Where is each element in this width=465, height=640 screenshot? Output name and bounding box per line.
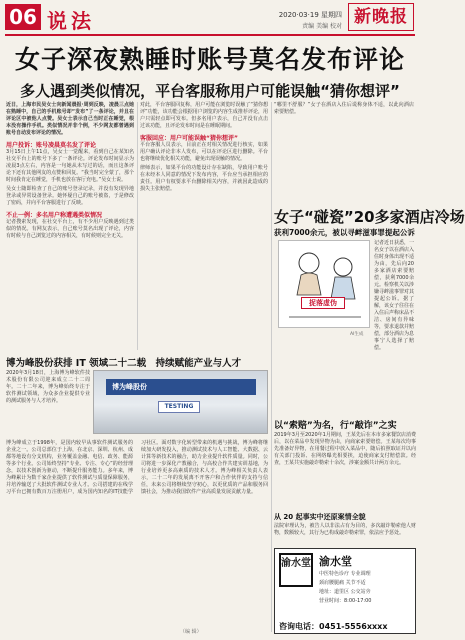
article3-body: 2019年3月至2020年1月期间，王某先后在本市多家餐饮店消费后，以在菜品中发现异物为由，向商家索要赔偿。王某每次均事先准备好异物，在用餐过程中放入菜品中，随后拍照取证并以向有关部门投诉、在网络曝光相要挟，迫使商家支付赔偿款。经查，王某共实施敲诈勒索十余次，涉案金额共计两万余元。 [274,432,416,466]
ad-line-4: 营业时间：8:00-17:00 [319,598,372,604]
hotel-article-body: 记者近日获悉，一名女子以在酒店入住时身体出现不适为由，先后向20多家酒店索要赔偿，获利7000余元。检察机关以涉嫌寻衅滋事罪对其提起公诉。据了解，该女子往往在入住后声称床品不洁、房间有异味等，要求退款并赔偿，部分酒店为息事宁人选择了赔偿。 [374,240,415,351]
cartoon-credit: AI生成 [350,332,364,337]
hotel-paragraph-1: “哪里不舒服？”女子在酒店入住后谎称身体不适，以此向酒店索要赔偿。 [274,102,414,115]
main-subheadline: 多人遇到类似情况，平台客服称用户可能误触“猜你想评” [20,82,400,100]
photo-banner-text: 博为峰股份 [112,383,147,391]
company-article-headline: 博为峰股份获排 IT 领域二十二载 持续赋能产业与人才 [6,358,242,369]
header-rule [5,34,415,36]
hotel-article-headline: 女子“碰瓷”20多家酒店冷场 [274,208,465,226]
ad-line-1: 中医特色诊疗 专业调理 [319,571,371,577]
photo-banner [106,379,256,395]
photo-logo: TESTING [158,401,200,413]
company-article-body: 博为峰成立于1998年，是国内较早从事软件测试服务的企业之一。公司总部位于上海，在北京、深圳、杭州、成都等地设有分支机构，业务覆盖金融、电信、政务、能源等多个行业。公司始终坚持“专业、专注、专心”的经营理念，以技术创新为驱动，不断提升服务能力。多年来，博为峰累计为数千家企业提供了软件测试与质量保障服务，并培养输送了大批软件测试专业人才。公司搭建的在线学习平台已拥有数百万注册用户，成为国内知名的IT技能学习社区。面对数字化转型带来的机遇与挑战，博为峰将继续加大研发投入，推动测试技术与人工智能、大数据、云计算等新技术的融合，助力企业提升软件质量。同时，公司将进一步深化产教融合，与高校合作共建实训基地，为行业培养更多高素质的技术人才。博为峰相关负责人表示，二十二年的发展离不开客户和合作伙伴的支持与信任，未来公司将继续坚守初心，以更优质的产品和服务回馈社会，为推动我国软件产业高质量发展贡献力量。 [6,440,268,495]
hotel-article-intro [274,102,414,202]
lead-article-column-2 [140,102,268,350]
section-number: 06 [5,4,41,30]
editor-credits: 责编 美编 校对 [302,23,342,30]
ad-brand-name: 渝水堂 [319,555,352,568]
cartoon-caption: 捉落虚伪 [301,297,345,309]
newspaper-logo: 新晚报 [348,3,414,31]
article3-headline: 以“索赔”为名，行“敲诈”之实 [274,421,397,431]
lead-paragraph-6: 律师表示，如果平台的功能设计存在缺陷，导致用户账号在未经本人同意的情况下发布内容，平台应当承担相应的责任。用户有权要求平台删除相关内容，并就因此造成的损失主张赔偿。 [140,165,268,192]
lead-subheading-2: 不止一例：多名用户称遭遇类似情况 [6,212,103,219]
company-article-lead: 2020年3月18日，上海博为峰软件技术股份有限公司迎来成立二十二周年。二十二年来，博为峰始终专注于软件测试领域，为众多企业提供专业的测试服务与人才培养。 [6,370,90,404]
lead-paragraph-1: 3月15日上午11点，吴女士一觉醒来，看到自己在某知名社交平台上的账号下多了一条评论。评论发布时间显示为凌晨3点左右，内容是一句她从未写过的话，而且这条评论下还有其他网友的点赞和回复。“我当时完全蒙了，那个时间我肯定在睡觉，手机也放在客厅充电。”吴女士说。 [6,149,134,183]
lead-subheading-1: 用户投诉：账号凌晨莫名发了评论 [6,142,97,149]
ad-line-2: 颈肩腰腿痛 关节不适 [319,580,366,586]
issue-date: 2020·03·19 星期四 [278,11,342,19]
page-footer: （编 辑） [180,629,202,635]
hotel-cartoon-illustration [278,240,370,328]
lead-paragraph-2: 吴女士随即检查了自己的账号登录记录，并没有发现异地登录或异常设备登录。她怀疑自己的账号被盗，于是修改了密码，并向平台客服进行了反映。 [6,186,134,206]
lead-subheading-3: 客服回应：用户可能误触“猜你想评” [140,135,238,142]
article4-body: 法院审理认为，被告人以非法占有为目的，多次敲诈勒索他人财物，数额较大，其行为已构成敲诈勒索罪，依法应予惩处。 [274,523,416,536]
lead-intro: 近日，上海市民吴女士向新闻晨报·周到反映，凌晨三点她在熟睡中，自己的手机账号却“发布”了一条评论，并且在评论区中被他人点赞。吴女士表示自己当时正在睡觉，根本没有操作手机。类似情况并非个例，不少网友都曾遇到账号自动发布评论的情况。 [6,102,134,136]
column-divider [271,102,272,632]
article4-headline: 从 20 起事实中还原案情全貌 [274,513,366,521]
ad-line-3: 地址：道里区 公交站旁 [319,589,371,595]
lead-paragraph-5: 平台客服人员表示，目前正在对相关情况进行核实，如果用户确认评论非本人发布，可以在评论区进行删除。平台也将继续优化相关功能，避免出现误触的情况。 [140,142,268,162]
company-photo [93,370,268,434]
advertisement[interactable] [274,548,416,634]
ad-phone: 咨询电话：0451-5556xxxx [279,622,388,631]
lead-paragraph-4: 对此，平台客服回复称，用户可能在浏览时误触了“猜你想评”功能，该功能会根据用户浏览的内容生成推荐评论，用户只需轻点即可发布。但多名用户表示，自己并没有点击过该功能，且评论发布时间是在睡眠期间。 [140,102,268,129]
lead-article-column-1 [6,102,134,350]
page-header [0,0,420,34]
lead-paragraph-3: 记者搜索发现，在社交平台上，有不少用户反映遇到过类似的情况。有网友表示，自己账号莫名出现了评论，内容有时候与自己浏览过的内容相关，有时候则完全无关。 [6,219,134,239]
ad-logo: 渝水堂 [279,553,313,587]
hotel-article-subheadline: 获利7000余元，被以寻衅滋事罪提起公诉 [274,228,415,237]
cartoon-drawing [279,241,371,329]
column-divider [137,102,138,350]
section-name: 说法 [47,9,95,33]
main-headline: 女子深夜熟睡时账号莫名发布评论 [14,45,405,74]
